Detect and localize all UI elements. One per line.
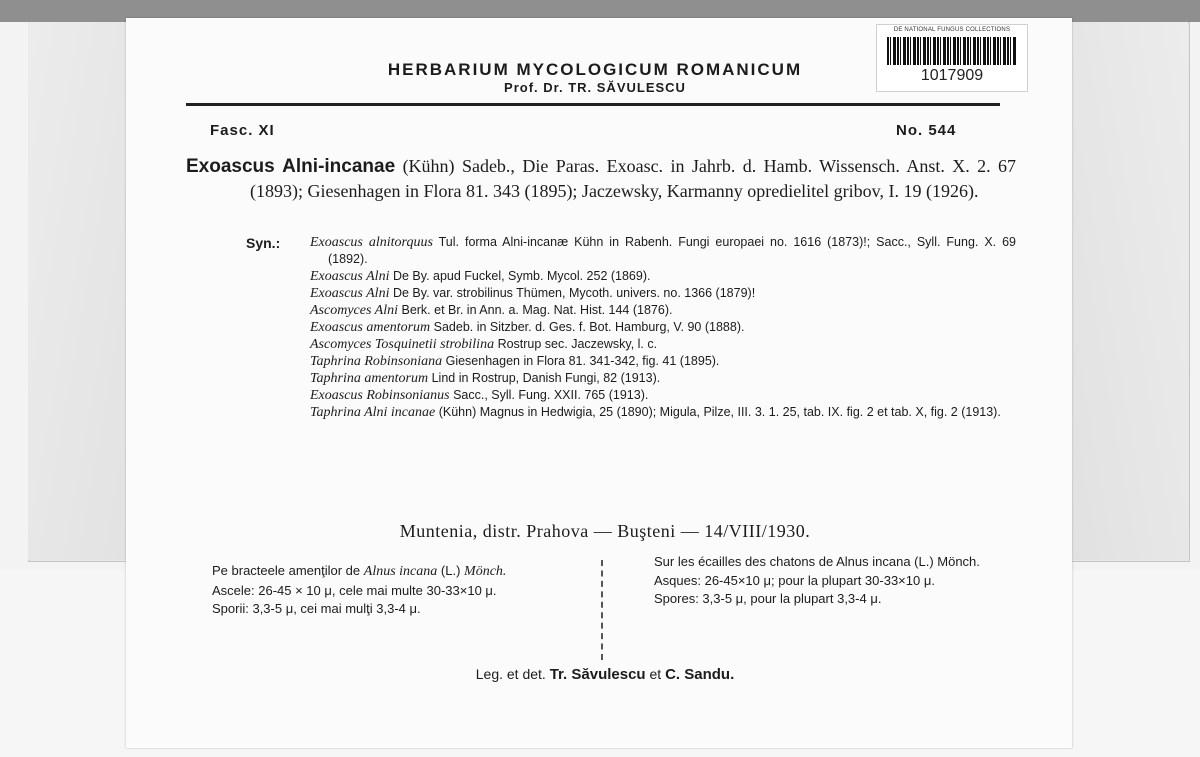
synonym-item xyxy=(310,234,1016,268)
synonym-name: Taphrina Alni incanae xyxy=(310,405,436,420)
synonym-name: Exoascus Alni xyxy=(310,286,390,301)
synonym-item xyxy=(310,353,1016,370)
synonym-reference: (Kühn) Magnus in Hedwigia, 25 (1890); Migula, Pilze, III. 3. 1. 25, tab. IX. fig. 2 et tab. X, fig. 2 (1913). xyxy=(438,405,1001,419)
synonym-reference: De By. apud Fuckel, Symb. Mycol. 252 (1869). xyxy=(392,269,651,283)
synonym-item xyxy=(310,319,1016,336)
locality: Muntenia, distr. Prahova — Buşteni — 14/VIII/1930. xyxy=(399,521,811,541)
collector-prefix: Leg. et det. xyxy=(475,666,546,682)
french-asci: Asques: 26-45×10 μ; pour la plupart 30-33×10 μ. xyxy=(654,572,935,588)
barcode-number: 1017909 xyxy=(920,67,984,84)
synonym-item xyxy=(310,285,1016,302)
synonym-reference: Tul. forma Alni-incanæ Kühn in Rabenh. Fungi europaei no. 1616 (1873)!; Sacc., Syll. Fung. X. 69 (1892). xyxy=(328,235,1017,266)
species-citation: (Kühn) Sadeb., Die Paras. Exoasc. in Jahrb. d. Hamb. Wissensch. Anst. X. 2. 67 (1893); Giesenhagen in Flora 81. 343 (1895); Jaczewsky, Karmanny opredielitel gribov, I. 19 (1926). xyxy=(250,156,1017,201)
synonyms-label: Syn.: xyxy=(246,235,281,251)
synonym-name: Exoascus Robinsonianus xyxy=(310,388,450,403)
synonym-name: Ascomyces Alni xyxy=(310,303,398,318)
french-spores: Spores: 3,3-5 μ, pour la plupart 3,3-4 μ. xyxy=(654,591,882,606)
species-name: Exoascus Alni-incanae xyxy=(186,156,396,177)
synonym-reference: Sadeb. in Sitzber. d. Ges. f. Bot. Hamburg, V. 90 (1888). xyxy=(433,320,745,334)
romanian-host-suffix: (L.) xyxy=(440,563,461,578)
synonym-item xyxy=(310,302,1016,319)
synonym-item xyxy=(310,370,1016,387)
synonym-name: Ascomyces Tosquinetii strobilina xyxy=(310,337,495,352)
synonym-reference: De By. var. strobilinus Thümen, Mycoth. univers. no. 1366 (1879)! xyxy=(392,286,756,300)
synonym-reference: Sacc., Syll. Fung. XXII. 765 (1913). xyxy=(453,388,649,402)
synonym-name: Exoascus alnitorquus xyxy=(310,235,433,250)
romanian-spores: Sporii: 3,3-5 μ, cei mai mulţi 3,3-4 μ. xyxy=(212,601,421,616)
french-host-line: Sur les écailles des chatons de Alnus incana (L.) Mönch. xyxy=(654,554,980,569)
synonym-item xyxy=(310,387,1016,404)
herbarium-title: HERBARIUM MYCOLOGICUM ROMANICUM xyxy=(387,60,803,79)
synonym-name: Exoascus amentorum xyxy=(310,320,431,335)
species-heading xyxy=(186,154,1016,203)
synonym-item xyxy=(310,268,1016,285)
romanian-asci: Ascele: 26-45 × 10 μ, cele mai multe 30-33×10 μ. xyxy=(212,582,497,598)
synonym-name: Taphrina Robinsoniana xyxy=(310,354,443,369)
romanian-host-line xyxy=(192,562,580,582)
collector-name-1: Tr. Săvulescu xyxy=(549,666,646,683)
collector-name-2: C. Sandu. xyxy=(665,666,735,683)
french-description xyxy=(634,553,1018,609)
romanian-description xyxy=(192,562,580,619)
fascicle-label: Fasc. XI xyxy=(210,122,275,139)
column-divider xyxy=(601,560,603,660)
herbarium-subtitle: Prof. Dr. TR. SĂVULESCU xyxy=(504,80,686,95)
romanian-host-name: Alnus incana xyxy=(363,564,438,579)
barcode-caption: DE NATIONAL FUNGUS COLLECTIONS xyxy=(893,27,1011,33)
collector-and: et xyxy=(649,666,662,682)
specimen-number: No. 544 xyxy=(896,122,957,139)
romanian-host-prefix: Pe bracteele amenţilor de xyxy=(212,563,361,578)
synonym-name: Exoascus Alni xyxy=(310,269,390,284)
synonym-reference: Giesenhagen in Flora 81. 341-342, fig. 41 (1895). xyxy=(445,354,720,368)
header-rule xyxy=(186,103,1000,106)
synonym-reference: Lind in Rostrup, Danish Fungi, 82 (1913). xyxy=(431,371,661,385)
collector-line xyxy=(200,666,1010,683)
synonym-item xyxy=(310,336,1016,353)
synonyms-list xyxy=(310,234,1016,421)
romanian-host-authority: Mönch. xyxy=(464,564,507,579)
synonym-item xyxy=(310,404,1016,421)
synonym-reference: Berk. et Br. in Ann. a. Mag. Nat. Hist. 144 (1876). xyxy=(401,303,673,317)
synonym-name: Taphrina amentorum xyxy=(310,371,429,386)
synonym-reference: Rostrup sec. Jaczewsky, l. c. xyxy=(497,337,658,351)
